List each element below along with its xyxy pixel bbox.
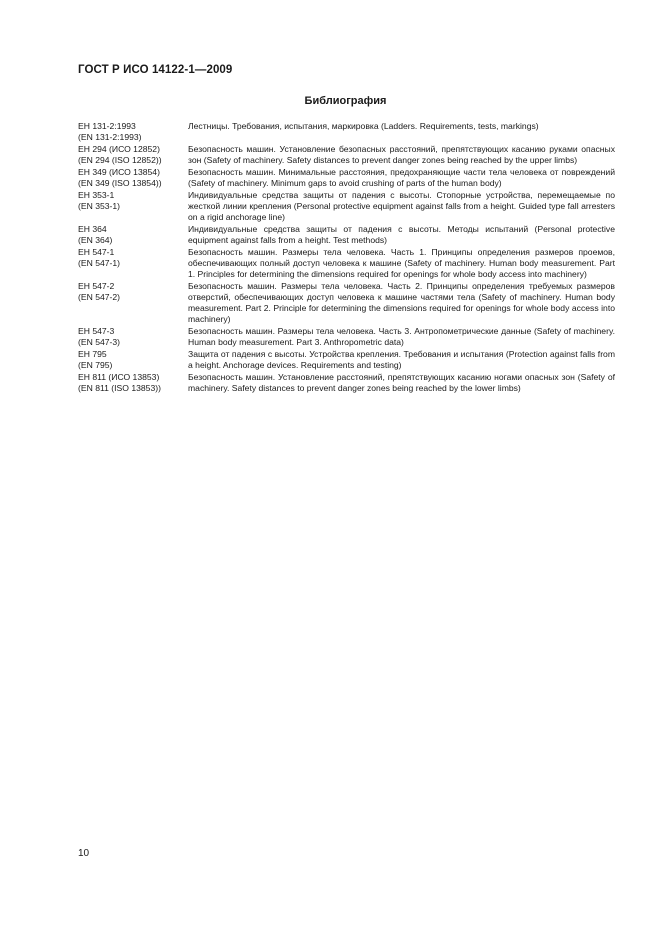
document-header: ГОСТ Р ИСО 14122-1—2009	[78, 64, 233, 76]
standard-code-ru: ЕН 353-1	[78, 190, 115, 200]
standard-codes	[78, 190, 188, 223]
standard-code-en: (EN 547-2)	[78, 292, 121, 302]
bibliography-entry	[78, 281, 615, 325]
bibliography-entry	[78, 144, 615, 166]
standard-code-ru: ЕН 294 (ИСО 12852)	[78, 144, 160, 154]
standard-codes	[78, 121, 188, 143]
standard-code-en: (EN 294 (ISO 12852))	[78, 155, 162, 165]
standard-codes	[78, 281, 188, 325]
bibliography-entry	[78, 326, 615, 348]
standard-description: Безопасность машин. Размеры тела человека. Часть 3. Антропометрические данные (Safety of machinery. Human body measurement. Part 3. Anthropometric data)	[188, 326, 615, 347]
standard-codes	[78, 144, 188, 166]
standard-code-en: (EN 547-3)	[78, 337, 121, 347]
standard-code-en: (EN 131-2:1993)	[78, 132, 142, 142]
standard-code-en: (EN 353-1)	[78, 201, 121, 211]
standard-code-ru: ЕН 795	[78, 349, 107, 359]
standard-code-en: (EN 349 (ISO 13854))	[78, 178, 162, 188]
standard-codes	[78, 247, 188, 280]
standard-description: Безопасность машин. Размеры тела человека. Часть 1. Принципы определения размеров проемов, обеспечивающих полный доступ человека к машине (Safety of machinery. Human body measurement. Part 1. Principles for determining the dimensions required for openings for whole body access into machinery)	[188, 247, 615, 279]
bibliography-entry	[78, 190, 615, 223]
standard-codes	[78, 326, 188, 348]
bibliography-entry	[78, 247, 615, 280]
standard-code-en: (EN 795)	[78, 360, 113, 370]
bibliography-entry	[78, 167, 615, 189]
standard-code-ru: ЕН 547-1	[78, 247, 115, 257]
standard-code-ru: ЕН 811 (ИСО 13853)	[78, 372, 160, 382]
standard-codes	[78, 167, 188, 189]
standard-code-ru: ЕН 547-3	[78, 326, 115, 336]
standard-description: Индивидуальные средства защиты от падения с высоты. Стопорные устройства, перемещаемые по жесткой линии крепления (Personal protective equipment against falls from a height. Guided type fall arresters on a rigid anchorage line)	[188, 190, 615, 222]
standard-description: Безопасность машин. Установление расстояний, препятствующих касанию ногами опасных зон (Safety of machinery. Safety distances to prevent danger zones being reached by the lower limbs)	[188, 372, 615, 393]
standard-code-en: (EN 811 (ISO 13853))	[78, 383, 161, 393]
standard-description: Лестницы. Требования, испытания, маркировка (Ladders. Requirements, tests, markings)	[188, 121, 539, 131]
standard-description: Защита от падения с высоты. Устройства крепления. Требования и испытания (Protection against falls from a height. Anchorage devices. Requirements and testing)	[188, 349, 615, 370]
standard-code-ru: ЕН 364	[78, 224, 107, 234]
standard-codes	[78, 224, 188, 246]
standard-code-ru: ЕН 131-2:1993	[78, 121, 136, 131]
standard-code-en: (EN 547-1)	[78, 258, 121, 268]
standard-code-en: (EN 364)	[78, 235, 113, 245]
page-number: 10	[78, 848, 90, 859]
standard-codes	[78, 372, 188, 394]
bibliography-title: Библиография	[304, 95, 387, 107]
bibliography-entry	[78, 372, 615, 394]
bibliography-list	[78, 121, 615, 395]
standard-code-ru: ЕН 547-2	[78, 281, 115, 291]
standard-codes	[78, 349, 188, 371]
standard-description: Индивидуальные средства защиты от падения с высоты. Методы испытаний (Personal protective equipment against falls from a height. Test methods)	[188, 224, 615, 245]
standard-code-ru: ЕН 349 (ИСО 13854)	[78, 167, 160, 177]
standard-description: Безопасность машин. Минимальные расстояния, предохраняющие части тела человека от повреждений (Safety of machinery. Minimum gaps to avoid crushing of parts of the human body)	[188, 167, 615, 188]
standard-description: Безопасность машин. Установление безопасных расстояний, препятствующих касанию руками опасных зон (Safety of machinery. Safety distances to prevent danger zones being reached by the upper limbs)	[188, 144, 615, 165]
bibliography-entry	[78, 121, 615, 143]
bibliography-entry	[78, 224, 615, 246]
standard-description: Безопасность машин. Размеры тела человека. Часть 2. Принципы определения требуемых размеров отверстий, обеспечивающих доступ человека к машине частями тела (Safety of machinery. Human body measurement. Part 2. Principle for determining the dimensions required for openings for whole body access into machinery)	[188, 281, 615, 324]
bibliography-entry	[78, 349, 615, 371]
